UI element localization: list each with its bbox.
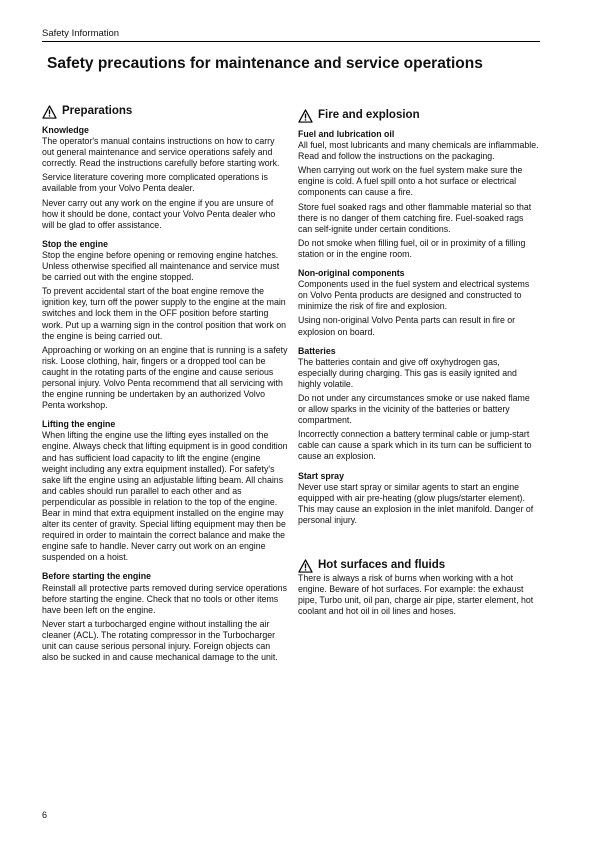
paragraph: Using non-original Volvo Penta parts can result in fire or explosion on board. xyxy=(298,315,516,337)
paragraph: Approaching or working on an engine that is running is a safety risk. Loose clothing, hair, fingers or a dropped tool can be caught in the rotating parts of the engine and cause serious personal injury. Volvo Penta recommend that all servicing with the engine running be undertaken by an authorized Volvo Penta workshop. xyxy=(42,344,288,411)
paragraph: Do not under any circumstances smoke or use naked flame or allow sparks in the vicinity of the batteries or battery compartment. xyxy=(298,392,530,426)
subsection-title: Knowledge xyxy=(42,125,89,135)
page-header: Safety Information xyxy=(42,28,120,39)
paragraph: There is always a risk of burns when working with a hot engine. Beware of hot surfaces. For example: the exhaust pipe, Turbo unit, oil pan, charge air pipe, starter element, hot coolant and hot oil in oil lines and hoses. xyxy=(298,573,534,617)
section-heading-preparations xyxy=(42,104,288,119)
paragraph: Never carry out any work on the engine if you are unsure of how it should be done, contact your Volvo Penta dealer who will be glad to offer assistance. xyxy=(42,197,276,230)
paragraph: To prevent accidental start of the boat engine remove the ignition key, turn off the power supply to the engine at the main switches and lock them in the OFF position before starting work. Put up a warning sign in the control position that work on the engine is being carried out. xyxy=(42,286,287,341)
paragraph: When lifting the engine use the lifting eyes installed on the engine. Always check that lifting equipment is in good condition and has sufficient load capacity to lift the engine (engine weight including any extra equipment installed). For safety's sake lift the engine using an adjustable lifting beam. All chains and cables should run parallel to each other and as perpendicular as possible in relation to the top of the engine. Bear in mind that extra equipment installed on the engine may alter its center of gravity. Special lifting equipment may then be required in order to maintain the correct balance and make the engine safe to handle. Never carry out work on an engine suspended on a hoist. xyxy=(42,430,288,563)
paragraph: Components used in the fuel system and electrical systems on Volvo Penta products are designed and constructed to minimize the risk of fire and explosion. xyxy=(298,279,530,312)
section-heading-hot-surfaces xyxy=(298,558,540,573)
paragraph: The operator's manual contains instructions on how to carry out general maintenance and service operations safely and correctly. Read the instructions carefully before starting work. xyxy=(42,136,280,169)
page-title: Safety precautions for maintenance and service operations xyxy=(47,55,483,72)
right-column xyxy=(298,108,540,620)
paragraph: The batteries contain and give off oxyhydrogen gas, especially during charging. This gas is easily ignited and highly volatile. xyxy=(298,356,517,389)
section-heading-fire xyxy=(298,108,540,123)
paragraph: When carrying out work on the fuel system make sure the engine is cold. A fuel spill onto a hot surface or electrical components can cause a fire. xyxy=(298,165,523,198)
subsection-title: Start spray xyxy=(298,470,344,481)
header-rule xyxy=(42,41,540,42)
paragraph: All fuel, most lubricants and many chemicals are inflammable. Read and follow the instructions on the packaging. xyxy=(298,140,539,162)
subsection-title: Non-original components xyxy=(298,268,405,279)
section-heading-label: Preparations xyxy=(62,105,133,117)
subsection-title: Fuel and lubrication oil xyxy=(298,129,395,139)
paragraph: Reinstall all protective parts removed during service operations before starting the engine. Check that no tools or other items have been left on the engine. xyxy=(42,582,287,615)
section-heading-label: Hot surfaces and fluids xyxy=(318,559,446,571)
left-column xyxy=(42,104,288,666)
subsection-title: Before starting the engine xyxy=(42,571,151,582)
section-heading-label: Fire and explosion xyxy=(318,109,420,121)
paragraph: Service literature covering more complicated operations is available from your Volvo Penta dealer. xyxy=(42,172,268,194)
paragraph: Never start a turbocharged engine without installing the air cleaner (ACL). The rotating compressor in the Turbocharger unit can cause serious personal injury. Foreign objects can also be sucked in and cause mechanical damage to the unit. xyxy=(42,618,278,663)
subsection-title: Stop the engine xyxy=(42,238,108,249)
paragraph: Never use start spray or similar agents to start an engine equipped with air pre-heating (glow plugs/starter element). This may cause an explosion in the inlet manifold. Danger of personal injury. xyxy=(298,481,534,525)
subsection-title: Lifting the engine xyxy=(42,419,116,430)
paragraph: Stop the engine before opening or removing engine hatches. Unless otherwise specified all maintenance and service must be carried out with the engine stopped. xyxy=(42,249,280,283)
warning-triangle-icon xyxy=(298,559,313,573)
paragraph: Do not smoke when filling fuel, oil or in proximity of a filling station or in the engine room. xyxy=(298,237,526,259)
paragraph: Incorrectly connection a battery terminal cable or jump-start cable can cause a spark which in its turn can be sufficient to cause an explosion. xyxy=(298,429,532,462)
paragraph: Store fuel soaked rags and other flammable material so that there is no danger of them catching fire. Fuel-soaked rags can self-ignite under certain conditions. xyxy=(298,201,532,234)
page-number: 6 xyxy=(42,810,48,820)
subsection-title: Batteries xyxy=(298,345,336,356)
warning-triangle-icon xyxy=(298,109,313,123)
warning-triangle-icon xyxy=(42,105,57,119)
